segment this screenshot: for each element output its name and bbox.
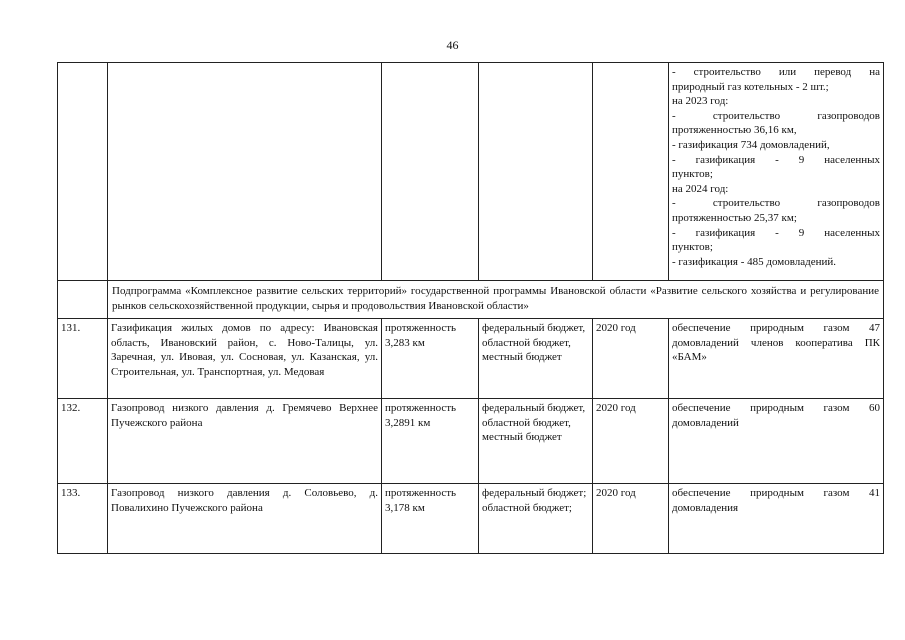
cont-year-cell (593, 63, 669, 281)
funding-source: федеральный бюджет, (482, 402, 586, 414)
object-name: Газификация жилых домов по адресу: Ивановская область, Ивановский район, с. Ново-Талицы, ул. Заречная, ул. Ивовая, ул. Сосновая, ул. Казанская, ул. Строительная, ул. Транспортная, ул. Медовая (108, 319, 382, 399)
result-line: - строительство газопроводов (672, 109, 880, 122)
funding-sources (479, 399, 593, 484)
year: 2020 год (593, 399, 669, 484)
result-line: - газификация - 9 населенных (672, 226, 880, 239)
table-row (58, 399, 884, 484)
year: 2020 год (593, 484, 669, 554)
result-line: пунктов; (672, 241, 713, 254)
objects-table (57, 62, 884, 554)
funding-source: федеральный бюджет, (482, 322, 586, 334)
result-line: - строительство газопроводов (672, 197, 880, 210)
cont-object-cell (108, 63, 382, 281)
row-number: 133. (58, 484, 108, 554)
result-line: - строительство или перевод на (672, 66, 880, 78)
result-line: протяженностью 36,16 км, (672, 124, 797, 137)
cont-capacity-cell (382, 63, 479, 281)
result-line: природный газ котельных - 2 шт.; (672, 80, 829, 93)
cont-funding-cell (479, 63, 593, 281)
funding-source: областной бюджет, (482, 416, 571, 429)
result-line: - газификация 734 домовладений, (672, 138, 830, 151)
result-line: на 2024 год: (672, 182, 729, 195)
capacity: протяженность 3,283 км (382, 319, 479, 399)
funding-source: областной бюджет, (482, 336, 571, 349)
capacity: протяженность 3,2891 км (382, 399, 479, 484)
result: обеспечение природным газом 60 домовладений (669, 399, 884, 484)
result: обеспечение природным газом 41 домовладения (669, 484, 884, 554)
table-row (58, 484, 884, 554)
row-number: 131. (58, 319, 108, 399)
funding-source: федеральный бюджет; (482, 487, 587, 499)
continuation-row (58, 63, 884, 281)
result-line: пунктов; (672, 168, 713, 181)
funding-sources (479, 319, 593, 399)
result-line: - газификация - 9 населенных (672, 153, 880, 166)
cont-result-cell (669, 63, 884, 281)
page-number: 46 (446, 38, 459, 52)
funding-sources (479, 484, 593, 554)
table-row (58, 319, 884, 399)
funding-source: местный бюджет (482, 351, 562, 364)
result-line: протяженностью 25,37 км; (672, 211, 797, 224)
row-number: 132. (58, 399, 108, 484)
funding-source: областной бюджет; (482, 501, 572, 514)
result-line: - газификация - 485 домовладений. (672, 255, 837, 268)
capacity: протяженность 3,178 км (382, 484, 479, 554)
object-name: Газопровод низкого давления д. Соловьево, д. Повалихино Пучежского района (108, 484, 382, 554)
year: 2020 год (593, 319, 669, 399)
object-name: Газопровод низкого давления д. Гремячево Верхнее Пучежского района (108, 399, 382, 484)
result: обеспечение природным газом 47 домовладений членов кооператива ПК «БАМ» (669, 319, 884, 399)
subprogram-title: Подпрограмма «Комплексное развитие сельских территорий» государственной программы Ивановской области «Развитие сельского хозяйства и регулирование рынков сельскохозяйственной продукции, сырья и продовольствия Ивановской области» (108, 281, 884, 319)
subprogram-row (58, 281, 884, 319)
funding-source: местный бюджет (482, 431, 562, 444)
subprogram-num-cell (58, 281, 108, 319)
result-line: на 2023 год: (672, 95, 729, 108)
cont-num-cell (58, 63, 108, 281)
